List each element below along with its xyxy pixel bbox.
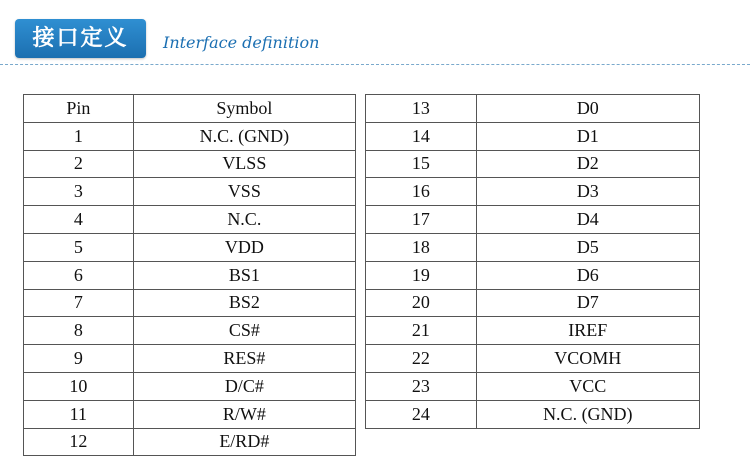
- pin-number-cell: 20: [366, 289, 477, 317]
- pin-symbol-cell: N.C. (GND): [133, 122, 355, 150]
- pin-number-cell: 19: [366, 261, 477, 289]
- pin-number-cell: 14: [366, 122, 477, 150]
- table-row: [366, 400, 700, 428]
- pin-symbol-cell: RES#: [133, 345, 355, 373]
- pin-number-cell: 21: [366, 317, 477, 345]
- pin-symbol-cell: BS1: [133, 261, 355, 289]
- table-row: [24, 317, 356, 345]
- table-row: [366, 261, 700, 289]
- table-header-row: [24, 95, 356, 123]
- table-row: [366, 95, 700, 123]
- pin-symbol-cell: N.C. (GND): [476, 400, 699, 428]
- pin-symbol-cell: D2: [476, 150, 699, 178]
- pin-column-header: Pin: [24, 95, 134, 123]
- pin-symbol-cell: N.C.: [133, 206, 355, 234]
- pin-number-cell: 9: [24, 345, 134, 373]
- table-row: [24, 345, 356, 373]
- pin-table-right: [365, 94, 700, 429]
- pin-number-cell: 6: [24, 261, 134, 289]
- pin-number-cell: 13: [366, 95, 477, 123]
- table-row: [24, 178, 356, 206]
- table-row: [24, 372, 356, 400]
- pin-number-cell: 15: [366, 150, 477, 178]
- section-title-badge: 接口定义: [15, 19, 146, 58]
- pin-number-cell: 11: [24, 400, 134, 428]
- header-divider: [0, 64, 750, 65]
- table-row: [24, 428, 356, 456]
- pin-number-cell: 7: [24, 289, 134, 317]
- table-row: [24, 122, 356, 150]
- pin-symbol-cell: BS2: [133, 289, 355, 317]
- pin-number-cell: 3: [24, 178, 134, 206]
- section-subtitle: Interface definition: [163, 33, 320, 52]
- pin-number-cell: 8: [24, 317, 134, 345]
- pin-symbol-cell: D1: [476, 122, 699, 150]
- table-row: [366, 150, 700, 178]
- pin-number-cell: 23: [366, 372, 477, 400]
- pin-symbol-cell: E/RD#: [133, 428, 355, 456]
- table-row: [366, 233, 700, 261]
- table-row: [24, 206, 356, 234]
- pin-number-cell: 1: [24, 122, 134, 150]
- table-row: [24, 233, 356, 261]
- pin-symbol-cell: D7: [476, 289, 699, 317]
- pin-symbol-cell: D3: [476, 178, 699, 206]
- pin-symbol-cell: CS#: [133, 317, 355, 345]
- table-row: [366, 206, 700, 234]
- pin-symbol-cell: VDD: [133, 233, 355, 261]
- table-row: [366, 122, 700, 150]
- pin-symbol-cell: D/C#: [133, 372, 355, 400]
- pin-symbol-cell: R/W#: [133, 400, 355, 428]
- pin-symbol-cell: VCC: [476, 372, 699, 400]
- pin-number-cell: 5: [24, 233, 134, 261]
- table-row: [24, 400, 356, 428]
- table-row: [24, 261, 356, 289]
- pin-number-cell: 22: [366, 345, 477, 373]
- pin-number-cell: 2: [24, 150, 134, 178]
- pin-table-left: [23, 94, 356, 456]
- pin-number-cell: 18: [366, 233, 477, 261]
- pin-number-cell: 17: [366, 206, 477, 234]
- pin-symbol-cell: VLSS: [133, 150, 355, 178]
- table-row: [366, 345, 700, 373]
- pin-number-cell: 10: [24, 372, 134, 400]
- pin-symbol-cell: D6: [476, 261, 699, 289]
- pin-symbol-cell: VCOMH: [476, 345, 699, 373]
- table-row: [24, 289, 356, 317]
- pin-number-cell: 24: [366, 400, 477, 428]
- pin-symbol-cell: D4: [476, 206, 699, 234]
- page-header: [0, 0, 750, 66]
- symbol-column-header: Symbol: [133, 95, 355, 123]
- pin-symbol-cell: D0: [476, 95, 699, 123]
- table-row: [366, 372, 700, 400]
- pin-symbol-cell: VSS: [133, 178, 355, 206]
- table-row: [366, 289, 700, 317]
- pin-number-cell: 16: [366, 178, 477, 206]
- pin-number-cell: 12: [24, 428, 134, 456]
- pin-symbol-cell: IREF: [476, 317, 699, 345]
- table-row: [366, 317, 700, 345]
- table-row: [24, 150, 356, 178]
- table-row: [366, 178, 700, 206]
- pin-symbol-cell: D5: [476, 233, 699, 261]
- pin-number-cell: 4: [24, 206, 134, 234]
